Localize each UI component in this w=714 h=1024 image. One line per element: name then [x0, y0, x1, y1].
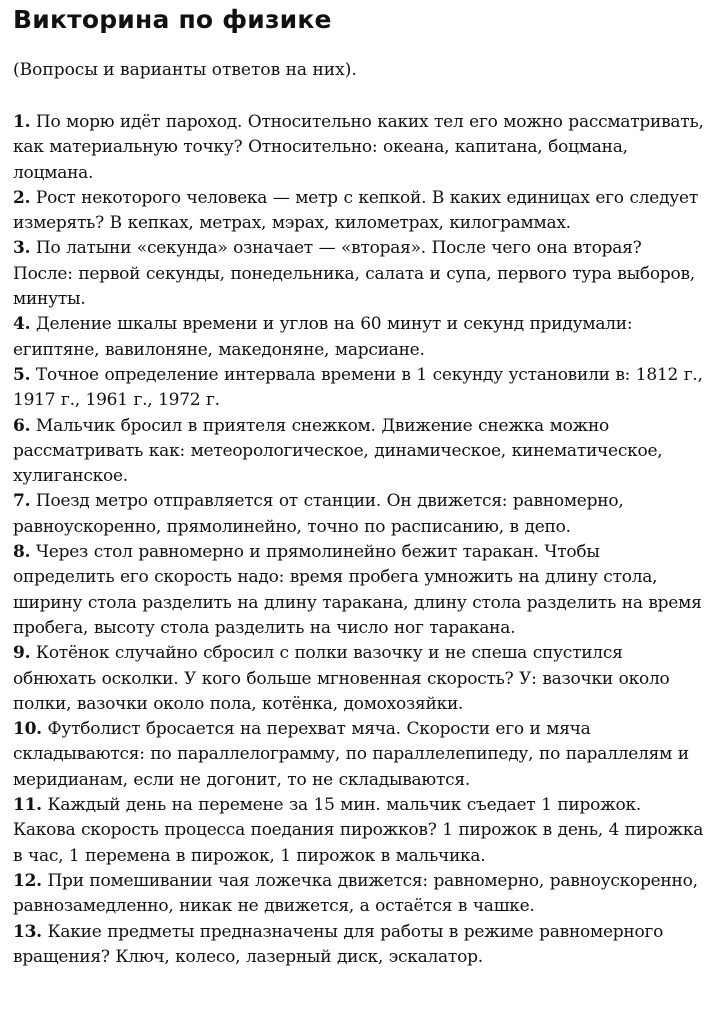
question-item — [13, 717, 704, 793]
question-number: 4. — [13, 314, 31, 335]
question-number: 9. — [13, 643, 31, 664]
question-text: Через стол равномерно и прямолинейно бежит таракан. Чтобы определить его скорость надо: время пробега умножить на длину стола, ширину стола разделить на длину таракана, длину стола разделить на время пробега, высоту стола разделить на число ног таракана. — [13, 542, 702, 638]
page-title: Викторина по физике — [13, 5, 332, 34]
question-item — [13, 869, 704, 920]
question-item — [13, 641, 704, 717]
question-number: 2. — [13, 187, 31, 208]
question-text: По морю идёт пароход. Относительно каких тел его можно рассматривать, как материальную точку? Относительно: океана, капитана, боцмана, лоцмана. — [13, 112, 704, 183]
question-text: Каждый день на перемене за 15 мин. мальчик съедает 1 пирожок. Какова скорость процесса поедания пирожков? 1 пирожок в день, 4 пирожка в час, 1 перемена в пирожок, 1 пирожок в мальчика. — [13, 795, 704, 866]
question-text: Мальчик бросил в приятеля снежком. Движение снежка можно рассматривать как: метеорологическое, динамическое, кинематическое, хулиганское. — [13, 415, 663, 487]
question-number: 6. — [13, 415, 31, 436]
question-number: 8. — [13, 542, 31, 563]
question-text: Деление шкалы времени и углов на 60 минут и секунд придумали: египтяне, вавилоняне, македоняне, марсиане. — [13, 314, 633, 360]
question-text: Поезд метро отправляется от станции. Он движется: равномерно, равноускоренно, прямолинейно, точно по расписанию, в депо. — [13, 491, 624, 537]
question-item — [13, 312, 704, 363]
question-item — [13, 793, 704, 869]
question-number: 11. — [13, 795, 42, 816]
question-number: 10. — [13, 719, 42, 740]
question-number: 7. — [13, 491, 31, 512]
question-item — [13, 920, 704, 971]
question-item — [13, 110, 704, 186]
question-text: По латыни «секунда» означает — «вторая». После чего она вторая? После: первой секунды, понедельника, салата и супа, первого тура выборов, минуты. — [13, 238, 695, 310]
question-number: 5. — [13, 364, 31, 385]
question-number: 3. — [13, 238, 31, 259]
question-text: Рост некоторого человека — метр с кепкой. В каких единицах его следует измерять? В кепках, метрах, мэрах, километрах, килограммах. — [13, 187, 699, 234]
page-subtitle: (Вопросы и варианты ответов на них). — [13, 60, 357, 80]
question-number: 12. — [13, 870, 42, 891]
question-item — [13, 363, 704, 414]
question-item — [13, 489, 704, 540]
question-text: При помешивании чая ложечка движется: равномерно, равноускоренно, равнозамедленно, никак не движется, а остаётся в чашке. — [13, 870, 698, 917]
question-text: Точное определение интервала времени в 1 секунду установили в: 1812 г., 1917 г., 1961 г., 1972 г. — [13, 364, 703, 411]
question-number: 1. — [13, 112, 31, 132]
question-text: Какие предметы предназначены для работы в режиме равномерного вращения? Ключ, колесо, лазерный диск, эскалатор. — [13, 921, 664, 967]
question-list — [13, 110, 704, 970]
question-text: Футболист бросается на перехват мяча. Скорости его и мяча складываются: по параллелограмму, по параллелепипеду, по параллелям и меридианам, если не догонит, то не складываются. — [13, 719, 689, 790]
question-item — [13, 186, 704, 237]
question-item — [13, 540, 704, 641]
question-item — [13, 236, 704, 312]
question-text: Котёнок случайно сбросил с полки вазочку и не спеша спустился обнюхать осколки. У кого больше мгновенная скорость? У: вазочки около полки, вазочки около пола, котёнка, домохозяйки. — [13, 643, 670, 714]
question-item — [13, 414, 704, 490]
question-number: 13. — [13, 921, 42, 942]
